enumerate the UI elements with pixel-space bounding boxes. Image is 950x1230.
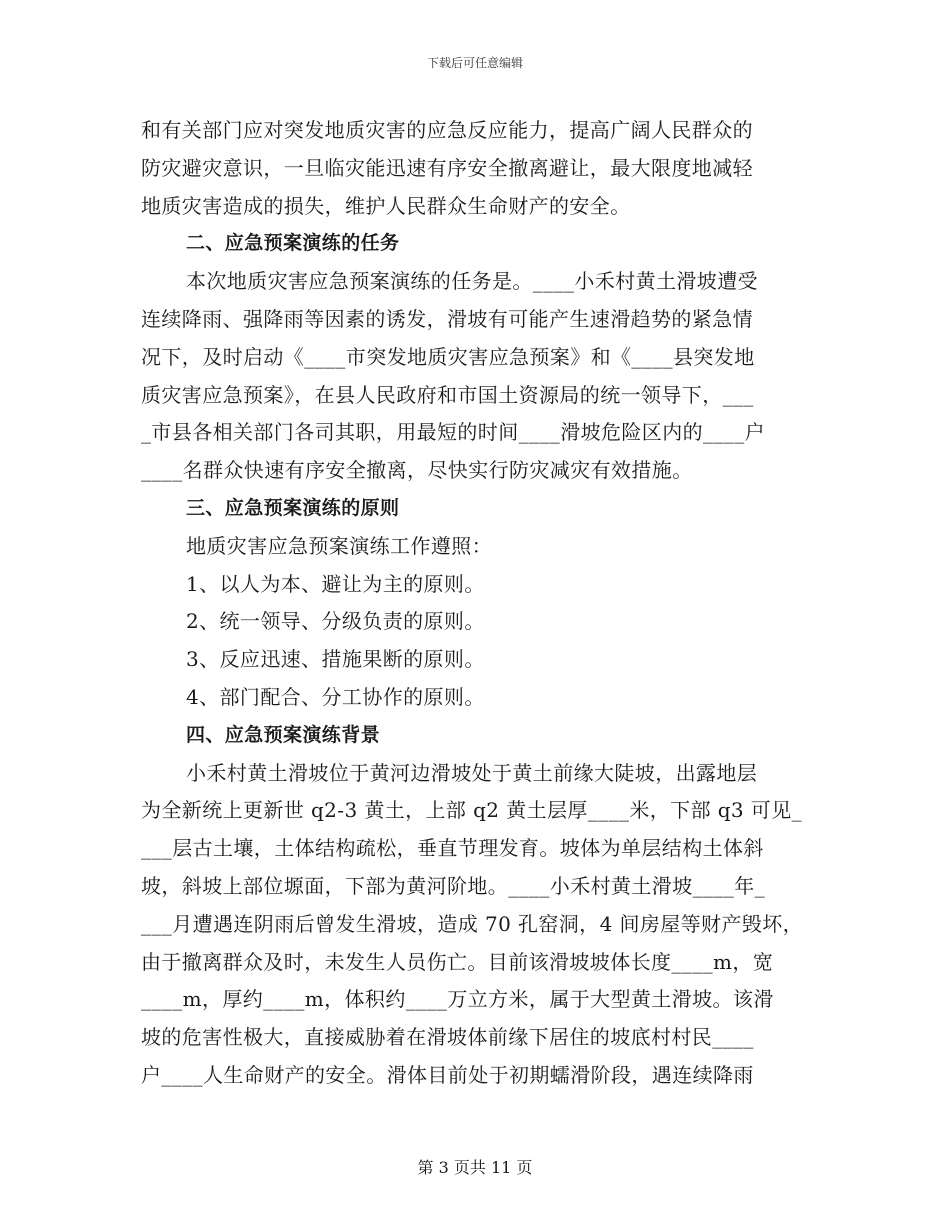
header-note: 下载后可任意编辑 bbox=[426, 56, 523, 70]
page-footer: 第 3 页共 11 页 bbox=[417, 1158, 533, 1177]
list-item: 3、反应迅速、措施果断的原则。 bbox=[186, 647, 485, 672]
document-body bbox=[141, 112, 813, 1095]
body-line: ____m，厚约____m，体积约____万立方米，属于大型黄土滑坡。该滑 bbox=[141, 987, 774, 1012]
body-line: 况下，及时启动《____市突发地质灾害应急预案》和《____县突发地 bbox=[141, 344, 755, 369]
section-heading: 二、应急预案演练的任务 bbox=[186, 232, 400, 255]
body-line: ____名群众快速有序安全撤离，尽快实行防灾减灾有效措施。 bbox=[141, 458, 693, 483]
list-item: 1、以人为本、避让为主的原则。 bbox=[186, 571, 485, 596]
body-line: _市县各相关部门各司其职，用最短的时间____滑坡危险区内的____户 bbox=[141, 420, 765, 445]
section-heading: 四、应急预案演练背景 bbox=[186, 723, 381, 746]
body-line: 户____人生命财产的安全。滑体目前处于初期蠕滑阶段，遇连续降雨 bbox=[141, 1062, 754, 1087]
body-line: 坡的危害性极大，直接威胁着在滑坡体前缘下居住的坡底村村民____ bbox=[141, 1025, 754, 1050]
body-line: 地质灾害应急预案演练工作遵照： bbox=[186, 533, 492, 558]
body-line: ___层古土壤，土体结构疏松，垂直节理发育。坡体为单层结构土体斜 bbox=[141, 836, 764, 861]
body-line: 本次地质灾害应急预案演练的任务是。____小禾村黄土滑坡遭受 bbox=[186, 269, 758, 294]
body-line: 小禾村黄土滑坡位于黄河边滑坡处于黄土前缘大陡坡，出露地层 bbox=[186, 760, 758, 785]
body-line: 和有关部门应对突发地质灾害的应急反应能力，提高广阔人民群众的 bbox=[141, 118, 753, 142]
body-line: ___月遭遇连阴雨后曾发生滑坡，造成 70 孔窑洞，4 间房屋等财产毁坏， bbox=[141, 911, 804, 936]
body-line: 防灾避灾意识，一旦临灾能迅速有序安全撤离避让，最大限度地减轻 bbox=[141, 155, 753, 180]
body-line: 连续降雨、强降雨等因素的诱发，滑坡有可能产生速滑趋势的紧急情 bbox=[141, 306, 753, 331]
body-line: 为全新统上更新世 q2-3 黄土，上部 q2 黄土层厚____米，下部 q3 可见_ bbox=[141, 798, 803, 823]
list-item: 4、部门配合、分工协作的原则。 bbox=[186, 684, 485, 709]
body-line: 质灾害应急预案》，在县人民政府和市国土资源局的统一领导下，___ bbox=[141, 382, 754, 407]
section-heading: 三、应急预案演练的原则 bbox=[186, 496, 400, 519]
body-line: 坡，斜坡上部位塬面，下部为黄河阶地。____小禾村黄土滑坡____年_ bbox=[141, 873, 765, 898]
list-item: 2、统一领导、分级负责的原则。 bbox=[186, 609, 485, 634]
body-line: 地质灾害造成的损失，维护人民群众生命财产的安全。 bbox=[141, 193, 631, 218]
body-line: 由于撤离群众及时，未发生人员伤亡。目前该滑坡坡体长度____m，宽 bbox=[141, 949, 774, 974]
